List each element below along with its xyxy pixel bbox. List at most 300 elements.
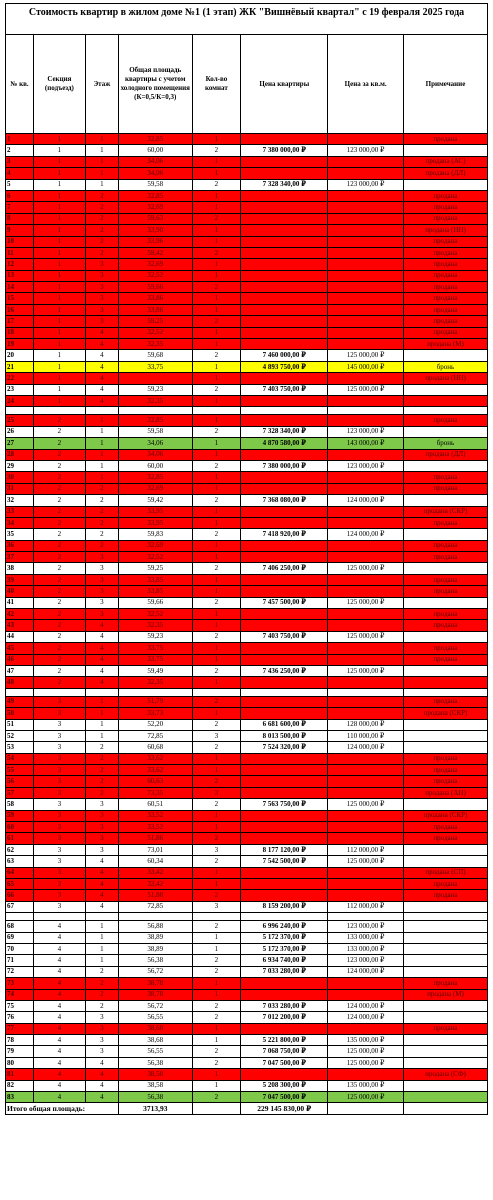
cell-floor: 4 — [85, 339, 118, 350]
cell-price-per-sqm — [328, 620, 404, 631]
cell-apartment-no: 62 — [6, 844, 34, 855]
cell-rooms: 1 — [192, 1023, 241, 1034]
cell-price-per-sqm: 124 000,00 ₽ — [328, 1000, 404, 1011]
cell-price — [241, 822, 328, 833]
cell-note: продана — [403, 304, 487, 315]
cell-rooms: 1 — [192, 225, 241, 236]
table-row — [6, 460, 488, 471]
cell-floor: 4 — [85, 901, 118, 912]
cell-apartment-no: 44 — [6, 631, 34, 642]
cell-section: 1 — [33, 190, 85, 201]
cell-area: 32,69 — [118, 259, 192, 270]
cell-apartment-no: 3 — [6, 156, 34, 167]
cell-section: 2 — [33, 540, 85, 551]
cell-rooms: 2 — [192, 833, 241, 844]
cell-price-per-sqm — [328, 890, 404, 901]
cell-rooms: 1 — [192, 190, 241, 201]
cell-floor: 4 — [85, 890, 118, 901]
cell-section: 3 — [33, 890, 85, 901]
cell-apartment-no: 10 — [6, 236, 34, 247]
cell-price-per-sqm: 145 000,00 ₽ — [328, 361, 404, 372]
cell-price — [241, 620, 328, 631]
cell-area: 38,68 — [118, 1035, 192, 1046]
cell-price-per-sqm — [328, 407, 404, 415]
cell-apartment-no: 82 — [6, 1080, 34, 1091]
cell-section: 2 — [33, 631, 85, 642]
table-row — [6, 190, 488, 201]
cell-floor: 2 — [85, 966, 118, 977]
cell-price-per-sqm: 125 000,00 ₽ — [328, 1092, 404, 1103]
table-row — [6, 1092, 488, 1103]
cell-floor: 2 — [85, 1000, 118, 1011]
cell-area: 73,01 — [118, 844, 192, 855]
cell-rooms: 2 — [192, 955, 241, 966]
cell-price-per-sqm — [328, 517, 404, 528]
cell-price: 7 406 250,00 ₽ — [241, 563, 328, 574]
cell-note: продана — [403, 609, 487, 620]
cell-price-per-sqm — [328, 225, 404, 236]
cell-area: 51,88 — [118, 890, 192, 901]
cell-section: 2 — [33, 586, 85, 597]
cell-rooms: 2 — [192, 890, 241, 901]
cell-rooms: 1 — [192, 932, 241, 943]
cell-floor: 4 — [85, 631, 118, 642]
cell-price: 8 159 200,00 ₽ — [241, 901, 328, 912]
cell-note: продана — [403, 190, 487, 201]
cell-price — [241, 293, 328, 304]
cell-price-per-sqm: 125 000,00 ₽ — [328, 799, 404, 810]
cell-floor: 4 — [85, 395, 118, 406]
cell-rooms: 1 — [192, 574, 241, 585]
cell-area: 59,58 — [118, 179, 192, 190]
cell-rooms: 2 — [192, 145, 241, 156]
cell-area: 32,35 — [118, 395, 192, 406]
table-row — [6, 247, 488, 258]
cell-floor: 2 — [85, 213, 118, 224]
cell-price — [241, 472, 328, 483]
cell-note — [403, 844, 487, 855]
cell-price-per-sqm: 123 000,00 ₽ — [328, 426, 404, 437]
cell-floor: 1 — [85, 179, 118, 190]
cell-rooms: 1 — [192, 517, 241, 528]
cell-rooms: 2 — [192, 631, 241, 642]
cell-price-per-sqm — [328, 989, 404, 1000]
cell-area: 38,58 — [118, 1069, 192, 1080]
cell-price: 7 542 500,00 ₽ — [241, 856, 328, 867]
cell-price: 5 172 370,00 ₽ — [241, 932, 328, 943]
cell-price — [241, 395, 328, 406]
cell-floor: 2 — [85, 506, 118, 517]
cell-price: 7 380 000,00 ₽ — [241, 145, 328, 156]
cell-rooms: 2 — [192, 460, 241, 471]
cell-floor: 1 — [85, 696, 118, 707]
cell-rooms: 2 — [192, 665, 241, 676]
cell-area: 56,38 — [118, 955, 192, 966]
cell-note: продана — [403, 327, 487, 338]
table-row — [6, 867, 488, 878]
cell-area: 33,75 — [118, 361, 192, 372]
cell-floor: 2 — [85, 483, 118, 494]
cell-price — [241, 765, 328, 776]
cell-price — [241, 913, 328, 921]
cell-rooms: 2 — [192, 776, 241, 787]
cell-note: продана (СП) — [403, 867, 487, 878]
table-row — [6, 449, 488, 460]
cell-rooms: 2 — [192, 282, 241, 293]
table-row — [6, 753, 488, 764]
cell-area: 33,62 — [118, 765, 192, 776]
cell-apartment-no: 52 — [6, 730, 34, 741]
table-row — [6, 943, 488, 954]
cell-rooms: 1 — [192, 540, 241, 551]
cell-price-per-sqm: 123 000,00 ₽ — [328, 145, 404, 156]
cell-floor: 4 — [85, 1057, 118, 1068]
table-row — [6, 643, 488, 654]
cell-floor: 3 — [85, 1035, 118, 1046]
cell-price-per-sqm: 135 000,00 ₽ — [328, 1035, 404, 1046]
cell-note: продана (М) — [403, 339, 487, 350]
table-row — [6, 822, 488, 833]
cell-apartment-no: 41 — [6, 597, 34, 608]
cell-price — [241, 776, 328, 787]
cell-floor: 4 — [85, 1092, 118, 1103]
cell-price — [241, 449, 328, 460]
cell-section: 3 — [33, 799, 85, 810]
cell-price: 4 893 750,00 ₽ — [241, 361, 328, 372]
table-row — [6, 620, 488, 631]
cell-note — [403, 1092, 487, 1103]
cell-area: 38,78 — [118, 978, 192, 989]
cell-area: 33,86 — [118, 304, 192, 315]
cell-rooms: 1 — [192, 293, 241, 304]
cell-area: 59,49 — [118, 665, 192, 676]
cell-price — [241, 213, 328, 224]
cell-price-per-sqm — [328, 1069, 404, 1080]
cell-apartment-no: 77 — [6, 1023, 34, 1034]
cell-floor: 2 — [85, 753, 118, 764]
cell-price-per-sqm: 135 000,00 ₽ — [328, 1080, 404, 1091]
cell-price: 7 033 280,00 ₽ — [241, 1000, 328, 1011]
cell-price — [241, 156, 328, 167]
cell-apartment-no: 28 — [6, 449, 34, 460]
cell-area — [118, 407, 192, 415]
cell-note: продана — [403, 236, 487, 247]
cell-note: продана — [403, 833, 487, 844]
cell-rooms: 3 — [192, 730, 241, 741]
cell-rooms: 1 — [192, 506, 241, 517]
cell-note: продана — [403, 517, 487, 528]
table-row — [6, 327, 488, 338]
cell-note: продана — [403, 879, 487, 890]
cell-note — [403, 631, 487, 642]
cell-price: 7 047 500,00 ₽ — [241, 1092, 328, 1103]
cell-note — [403, 901, 487, 912]
cell-note: продана (ДЛ) — [403, 168, 487, 179]
cell-apartment-no: 49 — [6, 696, 34, 707]
cell-apartment-no: 19 — [6, 339, 34, 350]
table-row — [6, 540, 488, 551]
cell-price — [241, 190, 328, 201]
table-row — [6, 966, 488, 977]
cell-price-per-sqm — [328, 247, 404, 258]
cell-price-per-sqm: 123 000,00 ₽ — [328, 460, 404, 471]
table-row — [6, 495, 488, 506]
table-row — [6, 145, 488, 156]
table-row — [6, 293, 488, 304]
cell-price: 6 934 740,00 ₽ — [241, 955, 328, 966]
cell-section: 4 — [33, 1057, 85, 1068]
cell-floor — [85, 407, 118, 415]
table-row — [6, 787, 488, 798]
cell-price — [241, 609, 328, 620]
cell-price — [241, 574, 328, 585]
cell-note: продана — [403, 696, 487, 707]
cell-note: продана (НН) — [403, 225, 487, 236]
cell-floor: 2 — [85, 236, 118, 247]
cell-apartment-no: 8 — [6, 213, 34, 224]
cell-price — [241, 978, 328, 989]
cell-apartment-no: 51 — [6, 719, 34, 730]
cell-price-per-sqm — [328, 483, 404, 494]
cell-section: 4 — [33, 1035, 85, 1046]
table-body — [6, 134, 488, 1103]
cell-price-per-sqm: 125 000,00 ₽ — [328, 597, 404, 608]
cell-section: 3 — [33, 879, 85, 890]
cell-apartment-no: 59 — [6, 810, 34, 821]
cell-price-per-sqm — [328, 586, 404, 597]
cell-section: 3 — [33, 776, 85, 787]
cell-rooms: 1 — [192, 753, 241, 764]
cell-area: 33,85 — [118, 574, 192, 585]
cell-area: 59,83 — [118, 529, 192, 540]
cell-floor: 1 — [85, 449, 118, 460]
cell-apartment-no: 50 — [6, 708, 34, 719]
cell-section: 2 — [33, 563, 85, 574]
cell-section: 1 — [33, 145, 85, 156]
cell-floor: 2 — [85, 765, 118, 776]
cell-price-per-sqm — [328, 708, 404, 719]
cell-section: 2 — [33, 552, 85, 563]
table-row — [6, 438, 488, 449]
cell-rooms: 2 — [192, 799, 241, 810]
cell-area: 34,06 — [118, 438, 192, 449]
cell-area: 60,63 — [118, 776, 192, 787]
cell-price: 8 177 120,00 ₽ — [241, 844, 328, 855]
cell-apartment-no: 61 — [6, 833, 34, 844]
cell-floor: 2 — [85, 540, 118, 551]
cell-price: 6 996 240,00 ₽ — [241, 921, 328, 932]
cell-rooms: 1 — [192, 438, 241, 449]
cell-floor: 3 — [85, 316, 118, 327]
table-row — [6, 879, 488, 890]
cell-apartment-no: 60 — [6, 822, 34, 833]
cell-note — [403, 943, 487, 954]
cell-section: 4 — [33, 1092, 85, 1103]
cell-apartment-no: 47 — [6, 665, 34, 676]
cell-section: 4 — [33, 955, 85, 966]
cell-price-per-sqm: 124 000,00 ₽ — [328, 529, 404, 540]
cell-apartment-no: 16 — [6, 304, 34, 315]
sheet-title: Стоимость квартир в жилом доме №1 (1 этап) ЖК "Вишнёвый квартал" с 19 февраля 2025 года — [5, 3, 488, 34]
cell-area: 59,68 — [118, 350, 192, 361]
cell-price: 7 403 750,00 ₽ — [241, 631, 328, 642]
cell-apartment-no: 42 — [6, 609, 34, 620]
cell-price-per-sqm: 125 000,00 ₽ — [328, 563, 404, 574]
cell-rooms: 2 — [192, 696, 241, 707]
cell-price — [241, 643, 328, 654]
cell-rooms: 2 — [192, 719, 241, 730]
table-row — [6, 415, 488, 426]
cell-price: 7 418 920,00 ₽ — [241, 529, 328, 540]
cell-area: 51,79 — [118, 696, 192, 707]
table-row — [6, 696, 488, 707]
cell-section: 1 — [33, 259, 85, 270]
cell-price — [241, 270, 328, 281]
cell-price: 7 033 280,00 ₽ — [241, 966, 328, 977]
table-row — [6, 563, 488, 574]
cell-section: 2 — [33, 517, 85, 528]
cell-area: 56,38 — [118, 1092, 192, 1103]
cell-section: 2 — [33, 597, 85, 608]
cell-price-per-sqm — [328, 574, 404, 585]
table-row — [6, 978, 488, 989]
cell-price-per-sqm — [328, 293, 404, 304]
cell-section: 1 — [33, 384, 85, 395]
cell-rooms: 2 — [192, 1012, 241, 1023]
cell-price-per-sqm — [328, 879, 404, 890]
cell-price — [241, 373, 328, 384]
cell-floor: 1 — [85, 921, 118, 932]
cell-area: 72,85 — [118, 901, 192, 912]
cell-price-per-sqm: 125 000,00 ₽ — [328, 1057, 404, 1068]
cell-section: 2 — [33, 472, 85, 483]
cell-note: продана (СФ) — [403, 1069, 487, 1080]
cell-note — [403, 350, 487, 361]
cell-note: продана — [403, 822, 487, 833]
cell-note — [403, 1000, 487, 1011]
cell-price — [241, 415, 328, 426]
cell-price-per-sqm — [328, 190, 404, 201]
cell-rooms: 2 — [192, 213, 241, 224]
cell-note: продана — [403, 282, 487, 293]
cell-floor: 3 — [85, 270, 118, 281]
table-row — [6, 339, 488, 350]
cell-section: 4 — [33, 978, 85, 989]
cell-section: 2 — [33, 415, 85, 426]
cell-section: 1 — [33, 373, 85, 384]
table-row — [6, 517, 488, 528]
table-row — [6, 1023, 488, 1034]
cell-rooms: 1 — [192, 765, 241, 776]
cell-section — [33, 913, 85, 921]
cell-price — [241, 654, 328, 665]
cell-apartment-no: 63 — [6, 856, 34, 867]
cell-rooms: 2 — [192, 179, 241, 190]
cell-price-per-sqm — [328, 156, 404, 167]
cell-apartment-no: 53 — [6, 742, 34, 753]
cell-rooms: 1 — [192, 134, 241, 145]
cell-apartment-no: 11 — [6, 247, 34, 258]
cell-note: продана — [403, 293, 487, 304]
cell-price-per-sqm — [328, 552, 404, 563]
cell-note: продана — [403, 574, 487, 585]
cell-area: 32,69 — [118, 483, 192, 494]
cell-area: 60,00 — [118, 145, 192, 156]
table-row — [6, 932, 488, 943]
cell-price-per-sqm — [328, 472, 404, 483]
cell-floor: 4 — [85, 1069, 118, 1080]
cell-section: 3 — [33, 833, 85, 844]
cell-price-per-sqm — [328, 540, 404, 551]
table-row — [6, 1035, 488, 1046]
cell-price: 7 012 200,00 ₽ — [241, 1012, 328, 1023]
cell-price-per-sqm: 125 000,00 ₽ — [328, 384, 404, 395]
cell-note — [403, 179, 487, 190]
cell-price-per-sqm: 124 000,00 ₽ — [328, 495, 404, 506]
cell-note: продана — [403, 259, 487, 270]
cell-rooms: 2 — [192, 742, 241, 753]
cell-floor — [85, 913, 118, 921]
table-row — [6, 1000, 488, 1011]
cell-area: 38,89 — [118, 932, 192, 943]
cell-section: 2 — [33, 506, 85, 517]
cell-area: 73,35 — [118, 787, 192, 798]
cell-apartment-no: 15 — [6, 293, 34, 304]
cell-price-per-sqm: 112 000,00 ₽ — [328, 844, 404, 855]
cell-price — [241, 810, 328, 821]
cell-rooms: 1 — [192, 339, 241, 350]
cell-note — [403, 495, 487, 506]
cell-rooms: 1 — [192, 643, 241, 654]
cell-price: 5 221 800,00 ₽ — [241, 1035, 328, 1046]
total-price: 229 145 830,00 ₽ — [241, 1103, 328, 1114]
cell-apartment-no: 81 — [6, 1069, 34, 1080]
cell-floor: 3 — [85, 844, 118, 855]
cell-section: 3 — [33, 742, 85, 753]
cell-area: 33,95 — [118, 517, 192, 528]
cell-price-per-sqm — [328, 833, 404, 844]
cell-area: 32,52 — [118, 270, 192, 281]
cell-section: 2 — [33, 609, 85, 620]
cell-price-per-sqm — [328, 327, 404, 338]
cell-price-per-sqm: 125 000,00 ₽ — [328, 856, 404, 867]
cell-area: 33,52 — [118, 822, 192, 833]
cell-section: 3 — [33, 810, 85, 821]
cell-note — [403, 460, 487, 471]
total-label: Итого общая площадь: — [6, 1103, 119, 1114]
cell-rooms: 1 — [192, 978, 241, 989]
cell-rooms: 2 — [192, 1057, 241, 1068]
cell-floor: 4 — [85, 361, 118, 372]
cell-apartment-no: 79 — [6, 1046, 34, 1057]
cell-apartment-no: 73 — [6, 978, 34, 989]
cell-apartment-no: 36 — [6, 540, 34, 551]
cell-price-per-sqm — [328, 765, 404, 776]
cell-floor: 3 — [85, 259, 118, 270]
cell-section: 1 — [33, 293, 85, 304]
cell-rooms: 2 — [192, 597, 241, 608]
cell-note: продана — [403, 552, 487, 563]
cell-floor: 3 — [85, 609, 118, 620]
cell-rooms: 1 — [192, 552, 241, 563]
cell-floor: 4 — [85, 856, 118, 867]
cell-price-per-sqm — [328, 168, 404, 179]
cell-apartment-no: 18 — [6, 327, 34, 338]
cell-area: 33,75 — [118, 654, 192, 665]
table-row — [6, 236, 488, 247]
cell-section: 1 — [33, 134, 85, 145]
cell-apartment-no: 83 — [6, 1092, 34, 1103]
